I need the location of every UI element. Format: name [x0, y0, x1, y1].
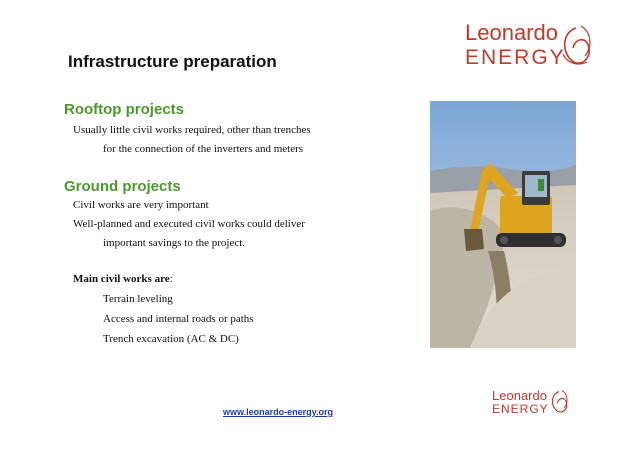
section-heading-rooftop: Rooftop projects	[64, 101, 184, 118]
excavator-photo	[430, 101, 576, 348]
main-works-label: Main civil works are	[73, 273, 170, 285]
footer-website-link[interactable]: www.leonardo-energy.org	[223, 407, 334, 417]
page-title: Infrastructure preparation	[68, 52, 277, 71]
ground-line-2: Well-planned and executed civil works could deliver	[73, 218, 305, 230]
ground-line-3: important savings to the project.	[103, 237, 246, 249]
footer-logo-swirl-icon	[548, 389, 570, 415]
excavator-illustration	[430, 101, 576, 348]
logo-line2: ENERGY	[465, 46, 566, 69]
ground-line-1: Civil works are very important	[73, 199, 209, 211]
logo-swirl-icon	[557, 24, 595, 68]
footer-logo-line2: ENERGY	[492, 402, 549, 416]
footer-logo	[492, 389, 572, 419]
header-logo	[465, 22, 595, 72]
logo-line1: Leonardo	[465, 20, 558, 45]
rooftop-line-1: Usually little civil works required, other than trenches	[73, 124, 311, 136]
main-works-item: Terrain leveling	[103, 293, 173, 305]
footer-logo-line1: Leonardo	[492, 388, 547, 403]
main-works-colon: :	[169, 273, 173, 285]
section-heading-ground: Ground projects	[64, 178, 181, 195]
main-works-item: Access and internal roads or paths	[103, 313, 254, 325]
rooftop-line-2: for the connection of the inverters and meters	[103, 143, 304, 155]
main-works-heading	[73, 273, 173, 285]
main-works-item: Trench excavation (AC & DC)	[103, 333, 239, 345]
